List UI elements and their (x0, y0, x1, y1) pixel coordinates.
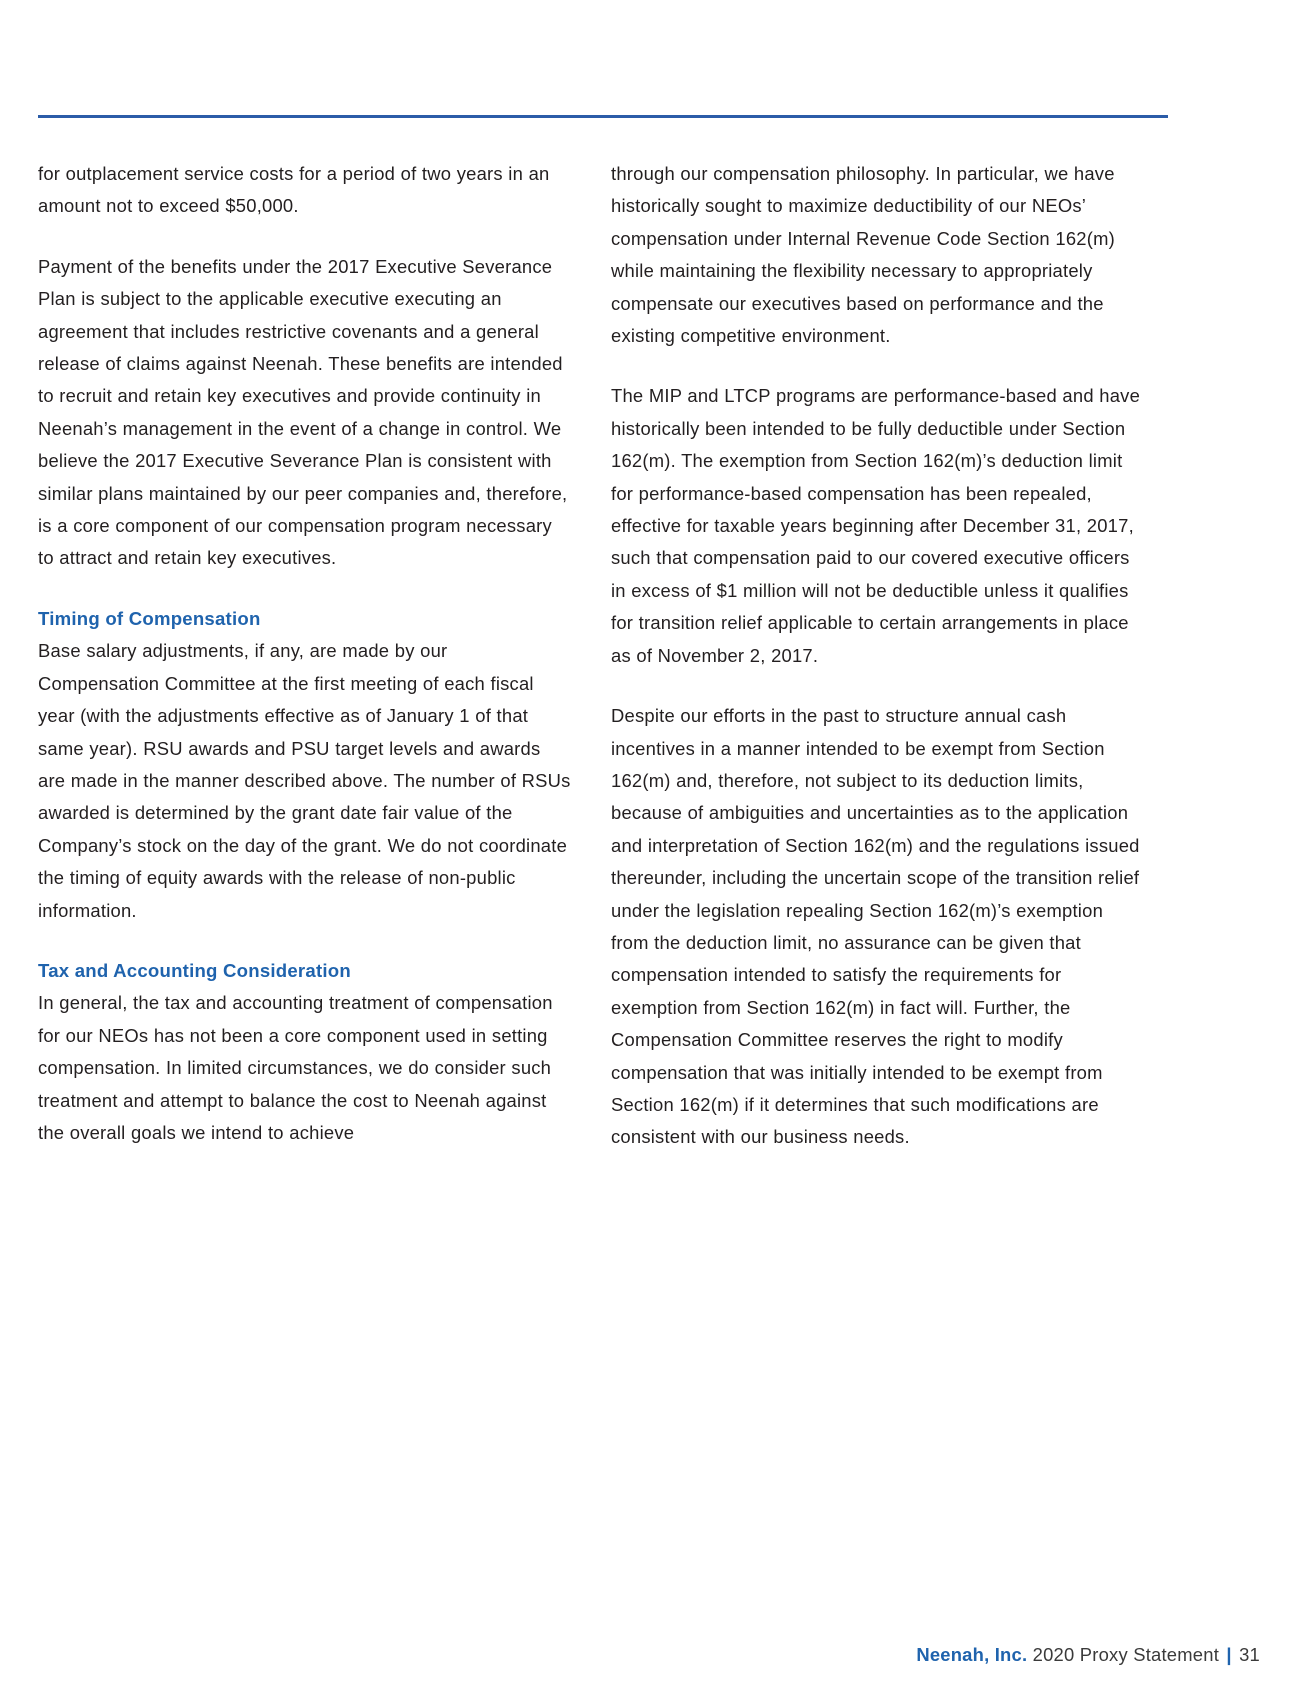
page-footer (916, 1642, 1260, 1668)
page-content (38, 158, 1168, 1177)
paragraph-severance-plan-benefits: Payment of the benefits under the 2017 Executive Severance Plan is subject to the applicable executive executing an agreement that includes restrictive covenants and a general release of claims against Neenah. These benefits are intended to recruit and retain key executives and provide continuity in Neenah’s management in the event of a change in control. We believe the 2017 Executive Severance Plan is consistent with similar plans maintained by our peer companies and, therefore, is a core component of our compensation program necessary to attract and retain key executives. (38, 255, 568, 569)
footer-separator: | (1226, 1644, 1232, 1665)
header-rule (38, 115, 1168, 118)
paragraph-timing-of-compensation: Base salary adjustments, if any, are made by our Compensation Committee at the first meeting of each fiscal year (with the adjustments effective as of January 1 of that same year). RSU awards and PSU target levels and awards are made in the manner described above. The number of RSUs awarded is determined by the grant date fair value of the Company’s stock on the day of the grant. We do not coordinate the timing of equity awards with the release of non-public information. (38, 640, 571, 921)
right-column (611, 158, 1144, 1177)
paragraph-compensation-philosophy: through our compensation philosophy. In particular, we have historically sought to maximize deductibility of our NEOs’ compensation under Internal Revenue Code Section 162(m) while maintaining the flexibility necessary to appropriately compensate our executives based on performance and the existing competitive environment. (611, 163, 1115, 347)
heading-tax-and-accounting-consideration: Tax and Accounting Consideration (38, 959, 351, 981)
paragraph-tax-and-accounting-consideration: In general, the tax and accounting treatment of compensation for our NEOs has not been a core component used in setting compensation. In limited circumstances, we do consider such treatment and attempt to balance the cost to Neenah against the overall goals we intend to achieve (38, 992, 553, 1143)
paragraph-outplacement-costs: for outplacement service costs for a period of two years in an amount not to exceed $50,000. (38, 163, 550, 217)
paragraph-section-162m-uncertainty: Despite our efforts in the past to structure annual cash incentives in a manner intended to be exempt from Section 162(m) and, therefore, not subject to its deduction limits, because of ambiguities and uncertainties as to the application and interpretation of Section 162(m) and the regulations issued thereunder, including the uncertain scope of the transition relief under the legislation repealing Section 162(m)’s exemption from the deduction limit, no assurance can be given that compensation intended to satisfy the requirements for exemption from Section 162(m) in fact will. Further, the Compensation Committee reserves the right to modify compensation that was initially intended to be exempt from Section 162(m) if it determines that such modifications are consistent with our business needs. (611, 705, 1140, 1148)
footer-brand: Neenah, Inc. (916, 1644, 1028, 1665)
left-column (38, 158, 571, 1177)
section-tax-and-accounting (38, 955, 571, 1149)
heading-timing-of-compensation: Timing of Compensation (38, 607, 261, 629)
section-timing-of-compensation (38, 603, 571, 927)
paragraph-mip-ltcp-deductibility: The MIP and LTCP programs are performance-based and have historically been intended to be fully deductible under Section 162(m). The exemption from Section 162(m)’s deduction limit for performance-based compensation has been repealed, effective for taxable years beginning after December 31, 2017, such that compensation paid to our covered executive officers in excess of $1 million will not be deductible unless it qualifies for transition relief applicable to certain arrangements in place as of November 2, 2017. (611, 385, 1141, 666)
footer-page-number: 31 (1239, 1644, 1260, 1665)
footer-document-title: 2020 Proxy Statement (1032, 1644, 1220, 1665)
